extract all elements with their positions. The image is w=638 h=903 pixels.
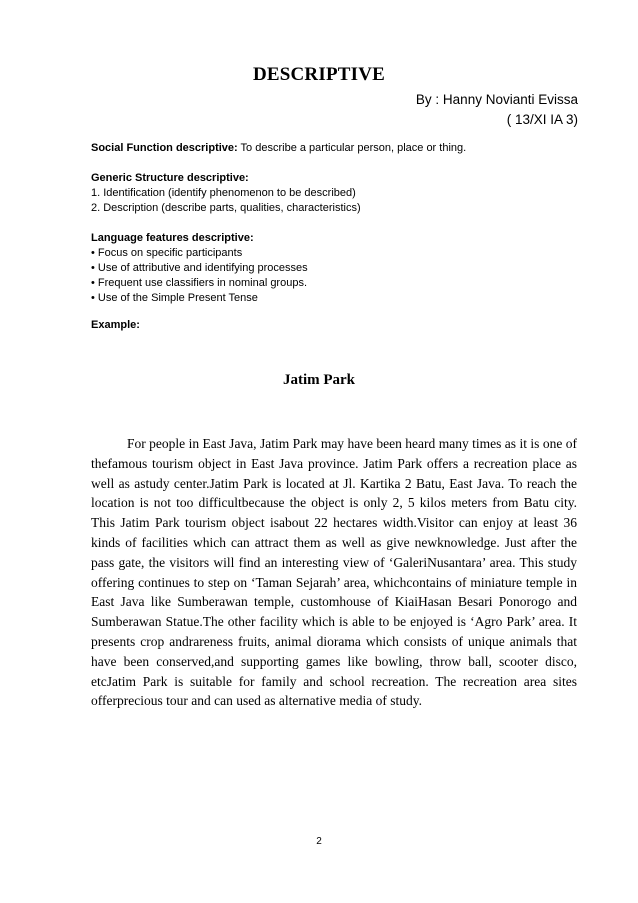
example-section <box>91 318 581 333</box>
author-name: By : Hanny Novianti Evissa <box>415 92 578 107</box>
article-title: Jatim Park <box>282 372 356 388</box>
page-number: 2 <box>316 836 322 847</box>
generic-structure-section <box>91 171 581 216</box>
language-features-section <box>91 231 581 306</box>
language-feature-item: • Focus on specific participants <box>91 247 243 259</box>
generic-structure-label: Generic Structure descriptive: <box>91 172 249 184</box>
language-feature-item: • Frequent use classifiers in nominal groups. <box>91 277 308 289</box>
language-features-label: Language features descriptive: <box>91 232 254 244</box>
document-title: DESCRIPTIVE <box>252 64 386 85</box>
example-label: Example: <box>91 319 140 331</box>
social-function-label: Social Function descriptive: <box>91 142 238 154</box>
author-block <box>416 90 578 130</box>
generic-structure-item: 1. Identification (identify phenomenon to be described) <box>91 187 356 199</box>
generic-structure-item: 2. Description (describe parts, qualities, characteristics) <box>91 202 361 214</box>
language-feature-item: • Use of attributive and identifying processes <box>91 262 308 274</box>
article-body: For people in East Java, Jatim Park may have been heard many times as it is one of thefamous tourism object in East Java province. Jatim Park offers a recreation place as well as astudy center.Jatim Park is located at Jl. Kartika 2 Batu, East Java. To reach the location is not too difficultbecause the object is only 2, 5 kilos meters from Batu city. This Jatim Park tourism object isabout 22 hectares width.Visitor can enjoy at least 36 kinds of facilities which can attract them as well as give newknowledge. Just after the pass gate, the visitors will find an interesting view of ‘GaleriNusantara’ area. This study offering continues to step on ‘Taman Sejarah’ area, whichcontains of miniature temple in East Java like Sumberawan temple, customhouse of KiaiHasan Besari Ponorogo and Sumberawan Statue.The other facility which is able to be enjoyed is ‘Agro Park’ area. It presents crop andrareness fruits, animal diorama which consists of unique animals that have been conserved,and supporting games like bowling, throw ball, scooter disco, etcJatim Park is suitable for family and school recreation. The recreation area sites offerprecious tour and can used as alternative media of study. <box>91 436 577 709</box>
social-function-section <box>91 141 581 156</box>
social-function-text: To describe a particular person, place or thing. <box>237 142 467 154</box>
author-class: ( 13/XI IA 3) <box>506 112 578 127</box>
language-feature-item: • Use of the Simple Present Tense <box>91 292 258 304</box>
